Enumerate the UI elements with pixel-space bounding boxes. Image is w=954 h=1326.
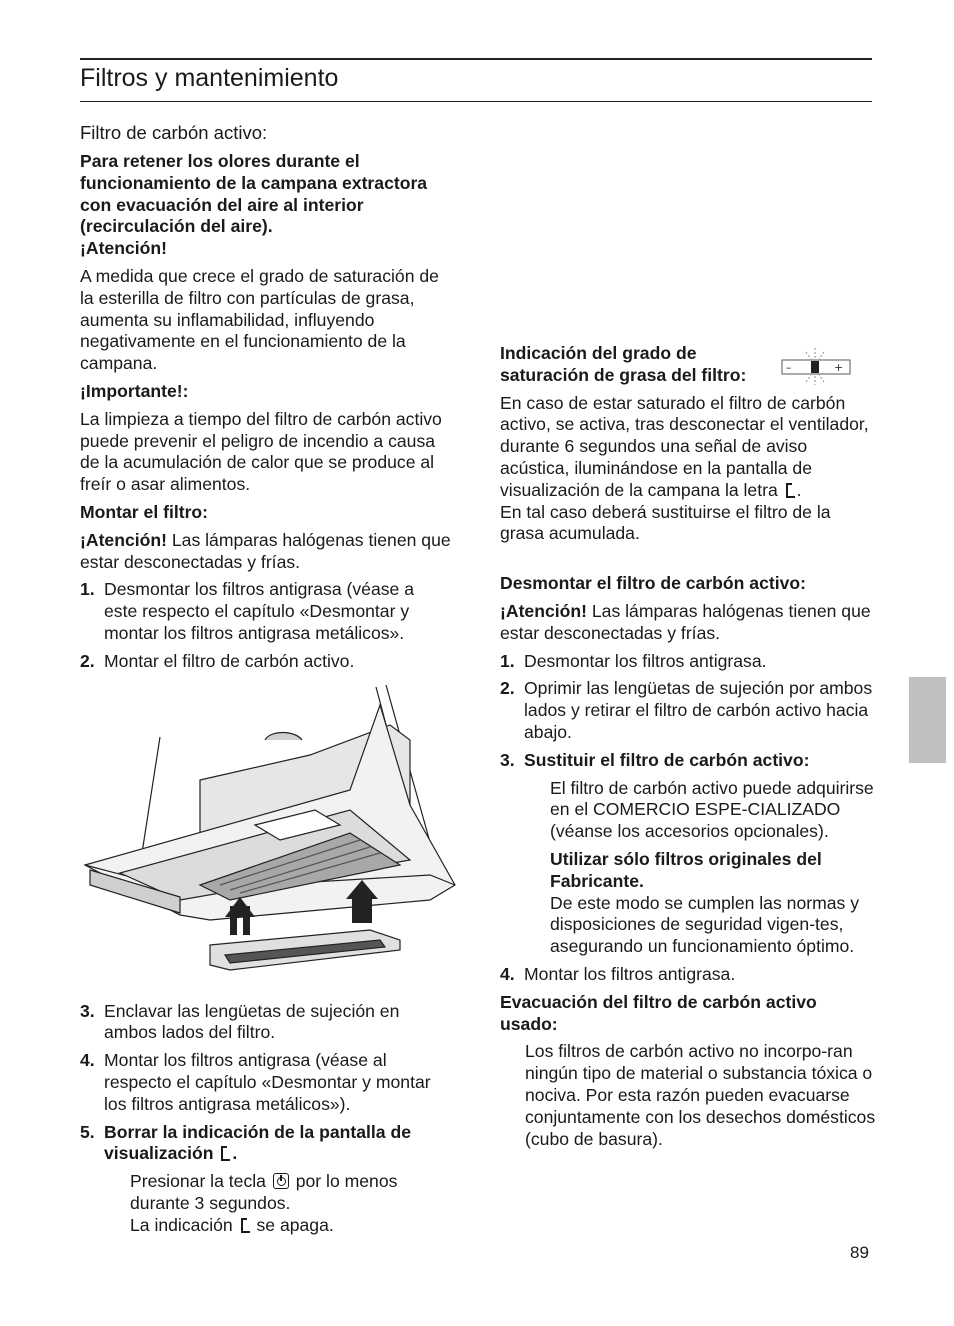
intro-text: Para retener los olores durante el funcionamiento de la campana extractora con evacuación del aire al interior (recirculación del aire).	[80, 151, 428, 237]
evacuacion-heading: Evacuación del filtro de carbón activo usado:	[500, 991, 817, 1034]
spacer	[500, 551, 876, 573]
desmontar-steps	[500, 651, 876, 772]
saturation-paragraph: A medida que crece el grado de saturación de la esterilla de filtro con partículas de grasa, aumenta su inflamabilidad, influyendo negativamente en el funcionamiento de la campana.	[80, 265, 439, 374]
page-title: Filtros y mantenimiento	[80, 64, 339, 92]
indicacion-heading: Indicación del grado de saturación de grasa del filtro:	[500, 343, 747, 385]
hood-filter-illustration	[80, 685, 460, 980]
indicacion-paragraph: En caso de estar saturado el filtro de carbón activo, se activa, tras desconectar el ventilador, durante 6 segundos una señal de aviso acústica, iluminándose en la pantalla de visualización de la campana la letra .	[500, 392, 869, 500]
list-item: 1. Desmontar los filtros antigrasa (véase a este respecto el capítulo «Desmontar y montar los filtros antigrasa metálicos».	[80, 579, 414, 643]
list-item: 3. Sustituir el filtro de carbón activo:	[500, 749, 810, 770]
evacuacion-paragraph: Los filtros de carbón activo no incorpo-ran ningún tipo de material o substancia tóxica o nociva. Por esta razón pueden evacuarse conjuntamente con los desechos domésticos (cubo de basura).	[525, 1041, 876, 1149]
desmontar-heading: Desmontar el filtro de carbón activo:	[500, 573, 807, 594]
chapter-tab	[909, 677, 946, 763]
atencion-label: ¡Atención!	[80, 238, 167, 259]
list-item: 1. Desmontar los filtros antigrasa.	[500, 650, 767, 671]
importante-label: ¡Importante!:	[80, 380, 189, 401]
display-letter-glyph	[786, 483, 795, 498]
list-item: 2. Oprimir las lengüetas de sujeción por ambos lados y retirar el filtro de carbón activo hacia abajo.	[500, 678, 873, 742]
power-key-icon	[273, 1173, 289, 1189]
display-letter-glyph	[221, 1146, 230, 1161]
plus-label: +	[834, 361, 844, 374]
section-title: Filtro de carbón activo:	[80, 122, 268, 143]
montar-steps-cont	[80, 1001, 452, 1166]
step5-details: Presionar la tecla por lo menos durante 3 segundos. La indicación se apaga.	[130, 1171, 398, 1235]
indicacion-paragraph-2: En tal caso deberá sustituirse el filtro de la grasa acumulada.	[500, 501, 831, 544]
list-item: 4. Montar los filtros antigrasa (véase al respecto el capítulo «Desmontar y montar los filtros antigrasa metálicos»).	[80, 1050, 431, 1114]
right-column	[500, 343, 876, 1156]
left-column	[80, 121, 452, 1237]
desmontar-warning: ¡Atención! Las lámparas halógenas tienen que estar desconectadas y frías.	[500, 600, 871, 643]
importante-paragraph: La limpieza a tiempo del filtro de carbón activo puede prevenir el peligro de incendio a causa de la acumulación de calor que se produce al freír o asar alimentos.	[80, 408, 442, 495]
list-item: 4. Montar los filtros antigrasa.	[500, 963, 736, 984]
minus-label: –	[786, 361, 792, 374]
montar-steps	[80, 579, 452, 672]
desmontar-steps-cont	[500, 964, 876, 986]
list-item: 3. Enclavar las lengüetas de sujeción en ambos lados del filtro.	[80, 1000, 400, 1043]
list-item: 5. Borrar la indicación de la pantalla de visualización .	[80, 1121, 412, 1164]
list-item: 2. Montar el filtro de carbón activo.	[80, 650, 355, 671]
saturation-display-icon	[778, 346, 854, 386]
display-letter-glyph	[241, 1218, 250, 1233]
montar-heading: Montar el filtro:	[80, 501, 209, 522]
montar-warning: ¡Atención! Las lámparas halógenas tienen que estar desconectadas y frías.	[80, 529, 451, 572]
title-rule	[80, 101, 872, 102]
step3-details: El filtro de carbón activo puede adquirirse en el COMERCIO ESPE-CIALIZADO (véanse los accesorios opcionales). Utilizar sólo filtros originales del Fabricante. De este modo se cumplen las normas y disposiciones de seguridad vigen-tes, asegurando un funcionamiento óptimo.	[550, 777, 874, 957]
page-number: 89	[850, 1243, 869, 1262]
top-rule	[80, 58, 872, 60]
